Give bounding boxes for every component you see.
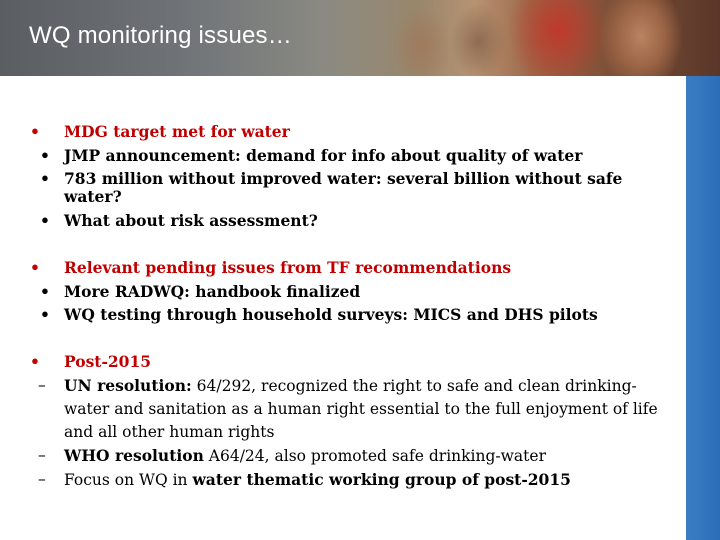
section-heading: Post-2015	[64, 352, 152, 371]
bullet-icon: •	[30, 122, 40, 141]
bullet-icon: •	[40, 305, 50, 324]
list-item: – WHO resolution A64/24, also promoted safe drinking-water	[38, 446, 546, 465]
slide-body	[30, 120, 680, 492]
bullet-icon: •	[40, 169, 50, 188]
bullet-icon: •	[40, 282, 50, 301]
slide-title: WQ monitoring issues…	[29, 22, 292, 49]
section-heading: Relevant pending issues from TF recommendations	[64, 258, 512, 277]
dash-icon: –	[38, 376, 46, 394]
dash-icon: –	[38, 470, 46, 488]
section-mdg	[30, 120, 680, 144]
bullet-icon: •	[30, 352, 40, 371]
list-item: • JMP announcement: demand for info about quality of water	[40, 146, 583, 165]
header-photo	[360, 0, 720, 76]
bullet-icon: •	[40, 211, 50, 230]
list-item: • WQ testing through household surveys: MICS and DHS pilots	[40, 305, 598, 324]
list-item: – UN resolution: 64/292, recognized the right to safe and clean drinking-water and sanitation as a human right essential to the full enjoyment of life and all other human rights	[38, 376, 658, 441]
list-item: • 783 million without improved water: several billion without safe water?	[40, 169, 623, 206]
bullet-icon: •	[30, 258, 40, 277]
section-post-2015	[30, 350, 680, 374]
list-item: – Focus on WQ in water thematic working group of post-2015	[38, 470, 571, 489]
section-heading: MDG target met for water	[64, 122, 290, 141]
list-item: • What about risk assessment?	[40, 211, 318, 230]
bullet-icon: •	[40, 146, 50, 165]
section-tf-recommendations	[30, 256, 680, 280]
list-item: • More RADWQ: handbook finalized	[40, 282, 361, 301]
header-banner	[0, 0, 720, 76]
dash-icon: –	[38, 446, 46, 464]
